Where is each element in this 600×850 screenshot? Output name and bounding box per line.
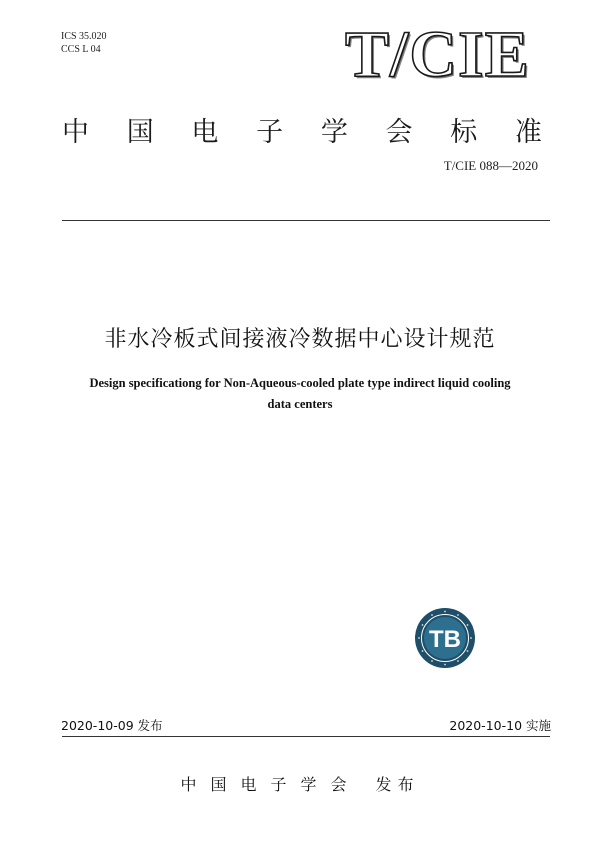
standard-type-char: 国 (126, 117, 154, 148)
english-title-line-2: data centers (267, 397, 333, 411)
standard-type-char: 电 (191, 117, 219, 148)
standard-type-char: 子 (256, 117, 284, 148)
document-title-chinese: 非水冷板式间接液冷数据中心设计规范 (104, 327, 496, 352)
standard-type-char: 准 (514, 117, 542, 148)
implement-date: 2020-10-10 实施 (449, 718, 551, 733)
classification-codes (61, 30, 107, 56)
ccs-code: CCS L 04 (61, 44, 101, 55)
standard-type-title (62, 110, 542, 149)
tb-seal-icon (414, 607, 476, 669)
publisher-action: 发布 (375, 775, 420, 794)
standard-type-char: 学 (320, 117, 348, 148)
standard-code: T/CIE 088—2020 (443, 158, 538, 173)
document-title-english (40, 373, 560, 415)
english-title-line-1: Design specificationg for Non-Aqueous-cooled plate type indirect liquid cooling (89, 376, 511, 390)
publisher-line (0, 772, 600, 795)
footer-divider (62, 736, 550, 737)
publisher-name: 中国电子学会 (180, 775, 361, 794)
seal-label: TB (429, 626, 461, 653)
tcie-logo: T/CIE (345, 18, 530, 91)
publish-date: 2020-10-09 发布 (61, 718, 163, 733)
header-divider (62, 220, 550, 221)
standard-type-char: 标 (450, 117, 478, 148)
ics-code: ICS 35.020 (61, 31, 107, 42)
standard-type-char: 会 (385, 117, 413, 148)
standard-type-char: 中 (62, 117, 89, 148)
